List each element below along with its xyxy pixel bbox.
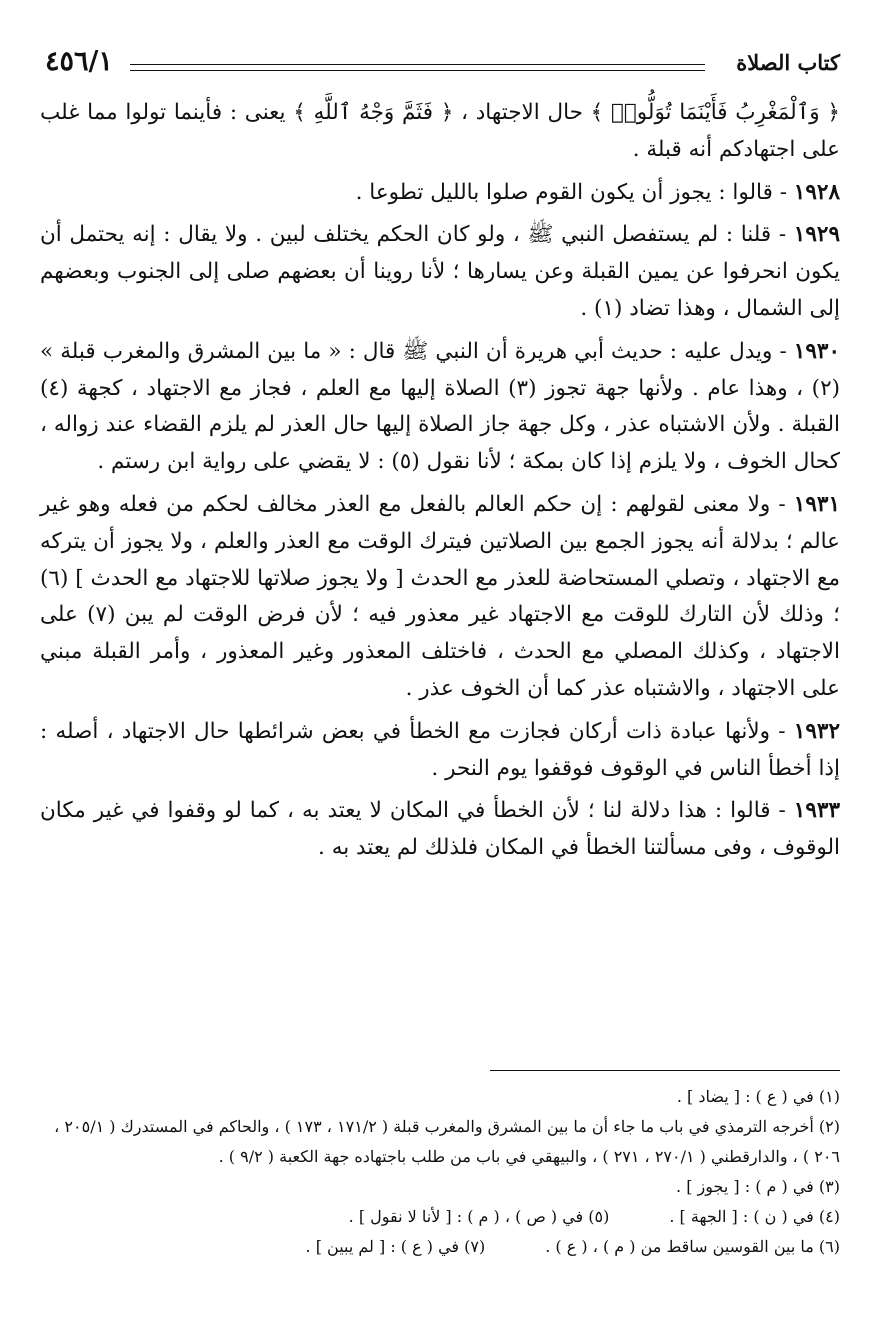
footnote-separator	[490, 1070, 840, 1071]
paragraph	[40, 714, 840, 788]
footnote-1: (١) في ( ع ) : [ يضاد ] .	[676, 1087, 840, 1106]
paragraph-text: - قالوا : يجوز أن يكون القوم صلوا بالليل تطوعا .	[355, 179, 794, 205]
footnote-5: (٥) في ( ص ) ، ( م ) : [ لأنا لا نقول ] .	[348, 1207, 610, 1226]
paragraph	[40, 334, 840, 481]
paragraph	[40, 95, 840, 169]
paragraph-number: ١٩٣٠	[793, 338, 840, 364]
paragraph-text: ﴿ وَٱلْمَغْرِبُ فَأَيْنَمَا تُوَلُّوا۟ ﴾ حال الاجتهاد ، ﴿ فَثَمَّ وَجْهُ ٱللَّهِ ﴾ يعنى : فأينما تولوا مما غلب على اجتهادكم أنه قبلة .	[40, 100, 840, 162]
footnote-2: (٢) أخرجه الترمذي في باب ما جاء أن ما بين المشرق والمغرب قبلة ( ١٧١/٢ ، ١٧٣ ) ، والحاكم في المستدرك ( ٢٠٥/١ ، ٢٠٦ ) ، والدارقطني ( ٢٧٠/١ ، ٢٧١ ) ، والبيهقي في باب من طلب باجتهاده جهة الكعبة ( ٩/٢ ) .	[54, 1117, 840, 1166]
paragraph-number: ١٩٣١	[793, 491, 840, 517]
page-number: ٤٥٦/١	[45, 46, 113, 77]
header-rule	[130, 64, 705, 65]
paragraph	[40, 217, 840, 327]
page-header	[40, 46, 840, 82]
footnote-3: (٣) في ( م ) : [ يجوز ] .	[676, 1177, 840, 1196]
footnote-row	[40, 1232, 840, 1262]
footnote-6: (٦) ما بين القوسين ساقط من ( م ) ، ( ع ) .	[545, 1237, 840, 1256]
paragraph-text: - ولأنها عبادة ذات أركان فجازت مع الخطأ في بعض شرائطها حال الاجتهاد ، أصله : إذا أخطأ الناس في الوقوف فوقفوا يوم النحر .	[40, 718, 840, 781]
paragraph	[40, 793, 840, 867]
paragraph-text: - ويدل عليه : حديث أبي هريرة أن النبي ﷺ قال : « ما بين المشرق والمغرب قبلة » (٢) ، وهذا عام . ولأنها جهة تجوز (٣) الصلاة إليها مع العلم ، فجاز مع الاجتهاد ، كجهة (٤) القبلة . ولأن الاشتباه عذر ، وكل جهة جاز الصلاة إليها حال العذر لم يلزم القضاء عند زواله ، كحال الخوف ، ولا يلزم إذا كان بمكة ؛ لأنا نقول (٥) : لا يقضي على رواية ابن رستم .	[40, 338, 841, 475]
paragraph-text: - قلنا : لم يستفصل النبي ﷺ ، ولو كان الحكم يختلف لبين . ولا يقال : إنه يحتمل أن يكون انحرفوا عن يمين القبلة وعن يسارها ؛ لأنا روينا أن بعضهم صلى إلى الجنوب وبعضهم إلى الشمال ، وهذا تضاد (١) .	[40, 222, 840, 321]
paragraph-number: ١٩٢٨	[793, 179, 840, 205]
paragraph	[40, 487, 840, 708]
paragraph	[40, 175, 840, 212]
header-rule-second	[130, 70, 705, 71]
paragraph-number: ١٩٣٣	[793, 798, 840, 824]
footnotes	[40, 1082, 840, 1262]
main-text	[40, 95, 840, 873]
footnote-4: (٤) في ( ن ) : [ الجهة ] .	[669, 1207, 840, 1226]
footnote-row	[40, 1202, 840, 1232]
paragraph-number: ١٩٣٢	[793, 718, 840, 744]
document-page	[40, 0, 840, 1342]
paragraph-text: - قالوا : هذا دلالة لنا ؛ لأن الخطأ في المكان لا يعتد به ، كما لو وقفوا في غير مكان الوقوف ، وفى مسألتنا الخطأ في المكان فلذلك لم يعتد به .	[40, 798, 840, 861]
chapter-title: كتاب الصلاة	[736, 50, 840, 75]
paragraph-number: ١٩٢٩	[793, 222, 840, 248]
paragraph-text: - ولا معنى لقولهم : إن حكم العالم بالفعل مع العذر مخالف لحكم من فعله وهو غير عالم ؛ بدلالة أنه يجوز الجمع بين الصلاتين فيترك الوقت مع العذر والعلم ، ولا يجوز أن يتركه مع الاجتهاد ، وتصلي المستحاضة للعذر مع الحدث [ ولا يجوز صلاتها للاجتهاد مع الحدث ] (٦) ؛ وذلك لأن التارك للوقت مع الاجتهاد غير معذور فيه ؛ لأن فرض الوقت لم يبن (٧) على الاجتهاد ، وكذلك المصلي مع الحدث ، فاختلف المعذور وغير المعذور ، وأمر القبلة مبني على الاجتهاد ، والاشتباه عذر كما أن الخوف عذر .	[40, 491, 840, 701]
footnote-7: (٧) في ( ع ) : [ لم يبين ] .	[305, 1237, 486, 1256]
